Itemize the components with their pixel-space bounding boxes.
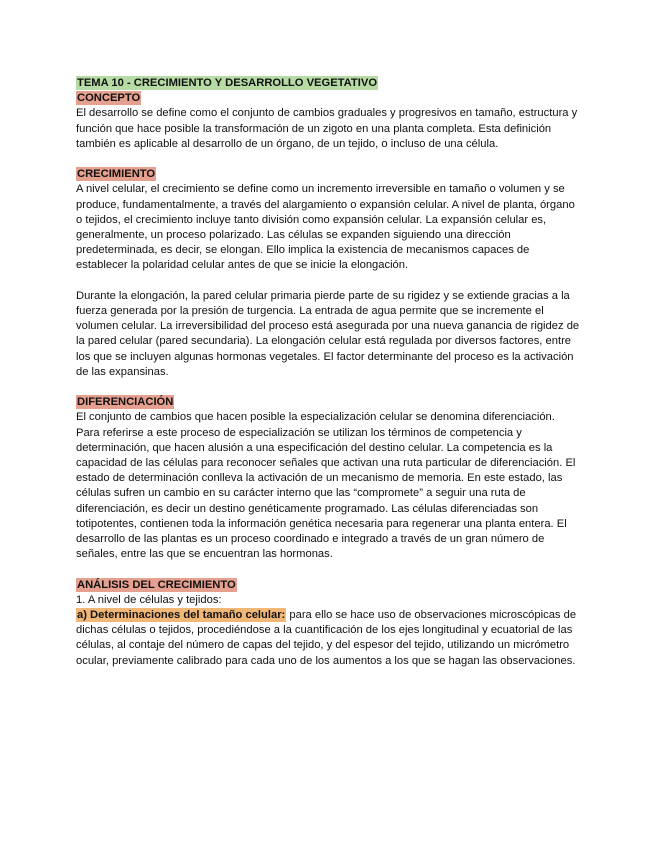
subheading-celulas-tejidos: 1. A nivel de células y tejidos:	[76, 593, 222, 606]
section-heading-crecimiento: CRECIMIENTO	[77, 168, 156, 181]
document-page	[76, 76, 581, 669]
section-heading-diferenciacion: DIFERENCIACIÓN	[77, 396, 174, 409]
document-title: TEMA 10 - CRECIMIENTO Y DESARROLLO VEGETATIVO	[77, 77, 378, 89]
paragraph-diferenciacion: El conjunto de cambios que hacen posible la especialización celular se denomina diferenciación. Para referirse a este proceso de especialización se utilizan los términos de competencia y determinación, que hacen alusión a una especificación del destino celular. La competencia es la capacidad de las células para reconocer señales que activan una ruta particular de diferenciación. El estado de determinación conlleva la activación de un mecanismo de memoria. En este estado, las células sufren un cambio en su carácter interno que las “compromete” a seguir una ruta de diferenciación, es decir un destino genéticamente programado. Las células diferenciadas son totipotentes, contienen toda la información genética necesaria para regenerar una planta entera. El desarrollo de las plantas es un proceso coordinado e integrado a través de un gran número de señales, entre las que se encuentran las hormonas.	[76, 411, 576, 561]
section-heading-concepto: CONCEPTO	[77, 92, 141, 105]
paragraph-concepto: El desarrollo se define como el conjunto de cambios graduales y progresivos en tamaño, estructura y función que hace posible la transformación de un zigoto en una planta completa. Esta definición también es aplicable al desarrollo de un órgano, de un tejido, o incluso de una célula.	[76, 107, 578, 150]
section-heading-analisis: ANÁLISIS DEL CRECIMIENTO	[77, 578, 236, 591]
item-label-tamano-celular: a) Determinaciones del tamaño celular:	[77, 609, 286, 622]
paragraph-crecimiento-1: A nivel celular, el crecimiento se define como un incremento irreversible en tamaño o volumen y se produce, fundamentalmente, a través del alargamiento o expansión celular. A nivel de planta, órgano o tejidos, el crecimiento incluye tanto división como expansión celular. La expansión celular es, generalmente, un proceso polarizado. Las células se expanden siguiendo una dirección predeterminada, es decir, se elongan. Ello implica la existencia de mecanismos capaces de establecer la polaridad celular antes de que se inicie la elongación.	[76, 183, 575, 272]
item-text-tamano-celular: para ello se hace uso de observaciones microscópicas de dichas células o tejidos, procediéndose a la cuantificación de los ejes longitudinal y ecuatorial de las células, al contaje del número de capas del tejido, y del espesor del tejido, utilizando un micrómetro ocular, previamente calibrado para cada uno de los aumentos a los que se hagan las observaciones.	[76, 609, 577, 667]
paragraph-crecimiento-2: Durante la elongación, la pared celular primaria pierde parte de su rigidez y se extiende gracias a la fuerza generada por la presión de turgencia. La entrada de agua permite que se incremente el volumen celular. La irreversibilidad del proceso está asegurada por una nueva ganancia de rigidez de la pared celular (pared secundaria). La elongación celular está regulada por diversos factores, entre los que se incluyen algunas hormonas vegetales. El factor determinante del proceso es la activación de las expansinas.	[76, 289, 580, 378]
list-item-tamano-celular	[76, 608, 581, 669]
